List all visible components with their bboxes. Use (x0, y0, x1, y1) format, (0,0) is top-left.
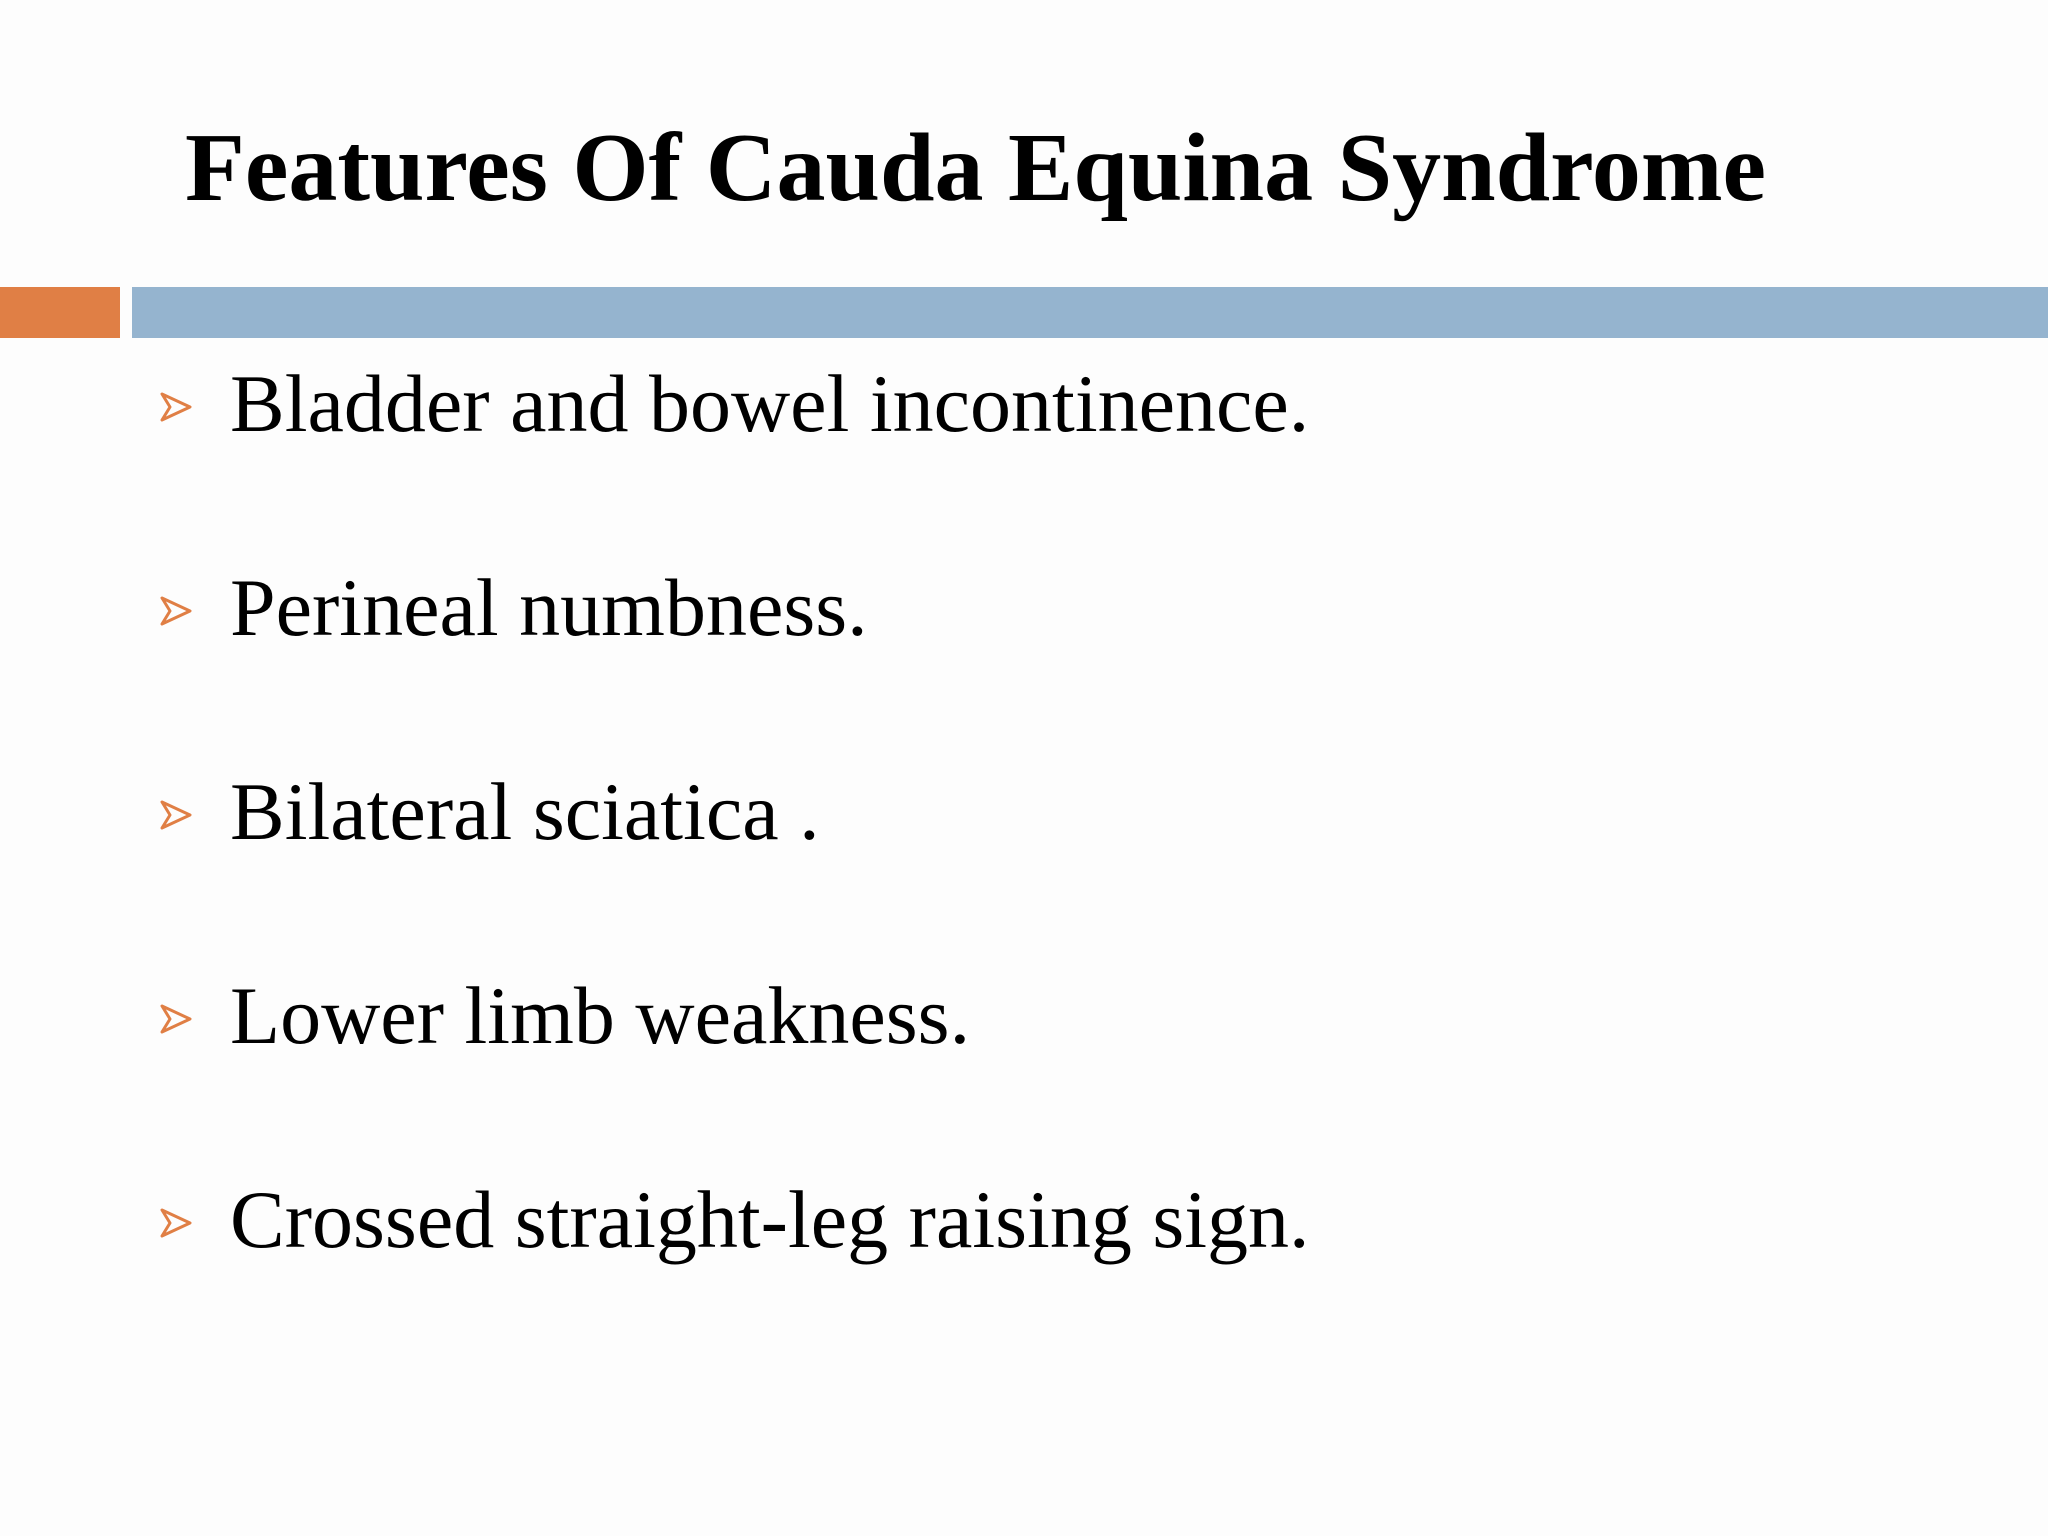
arrowhead-bullet-icon (160, 553, 196, 663)
accent-bar-blue (132, 287, 2048, 338)
bullet-item (0, 349, 1600, 459)
bullet-text: Crossed straight-leg raising sign. (230, 1174, 1310, 1265)
bullet-text: Bladder and bowel incontinence. (230, 358, 1310, 449)
slide-title: Features Of Cauda Equina Syndrome (185, 114, 1766, 222)
arrowhead-bullet-icon (160, 349, 196, 459)
bullet-text: Bilateral sciatica . (230, 766, 820, 857)
accent-bar-orange (0, 287, 120, 338)
bullet-item (0, 757, 1600, 867)
arrowhead-bullet-icon (160, 1165, 196, 1275)
bullet-item (0, 961, 1600, 1071)
bullet-item (0, 553, 1600, 663)
arrowhead-bullet-icon (160, 757, 196, 867)
bullet-text: Perineal numbness. (230, 562, 868, 653)
bullet-item (0, 1165, 1600, 1275)
bullet-text: Lower limb weakness. (230, 970, 971, 1061)
arrowhead-bullet-icon (160, 961, 196, 1071)
